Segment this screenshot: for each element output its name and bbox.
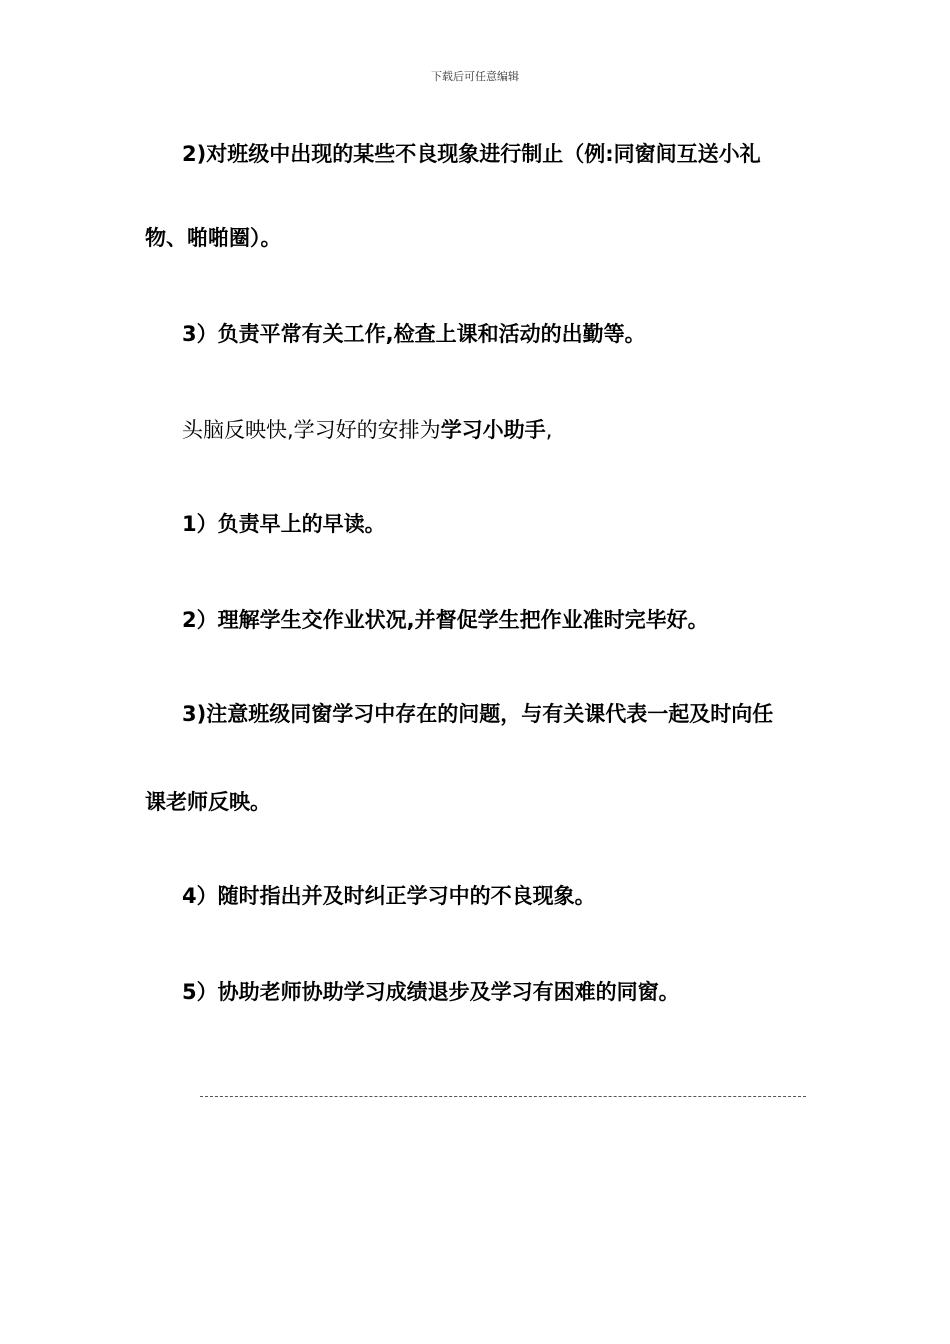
paragraph-line-2: 物、啪啪圈）。: [145, 226, 282, 250]
paragraph-line-5: 1）负责早上的早读。: [182, 512, 386, 536]
paragraph-line-10: 5）协助老师协助学习成绩退步及学习有困难的同窗。: [182, 980, 680, 1004]
paragraph-line-9: 4）随时指出并及时纠正学习中的不良现象。: [182, 884, 596, 908]
line-4-comma: ,: [545, 418, 553, 442]
paragraph-line-3: 3）负责平常有关工作,检查上课和活动的出勤等。: [182, 322, 646, 346]
paragraph-line-8: 课老师反映。: [145, 790, 271, 814]
page-header: 下载后可任意编辑: [431, 70, 519, 83]
paragraph-line-6: 2）理解学生交作业状况,并督促学生把作业准时完毕好。: [182, 608, 709, 632]
paragraph-line-1: 2)对班级中出现的某些不良现象进行制止（例:同窗间互送小礼: [182, 142, 761, 166]
dashed-divider: [200, 1096, 806, 1097]
paragraph-line-4: [182, 416, 552, 444]
paragraph-line-7: 3)注意班级同窗学习中存在的问题，与有关课代表一起及时向任: [182, 702, 774, 726]
line-4-intro: 头脑反映快,学习好的安排为: [182, 418, 441, 442]
line-4-role: 学习小助手: [440, 418, 546, 442]
